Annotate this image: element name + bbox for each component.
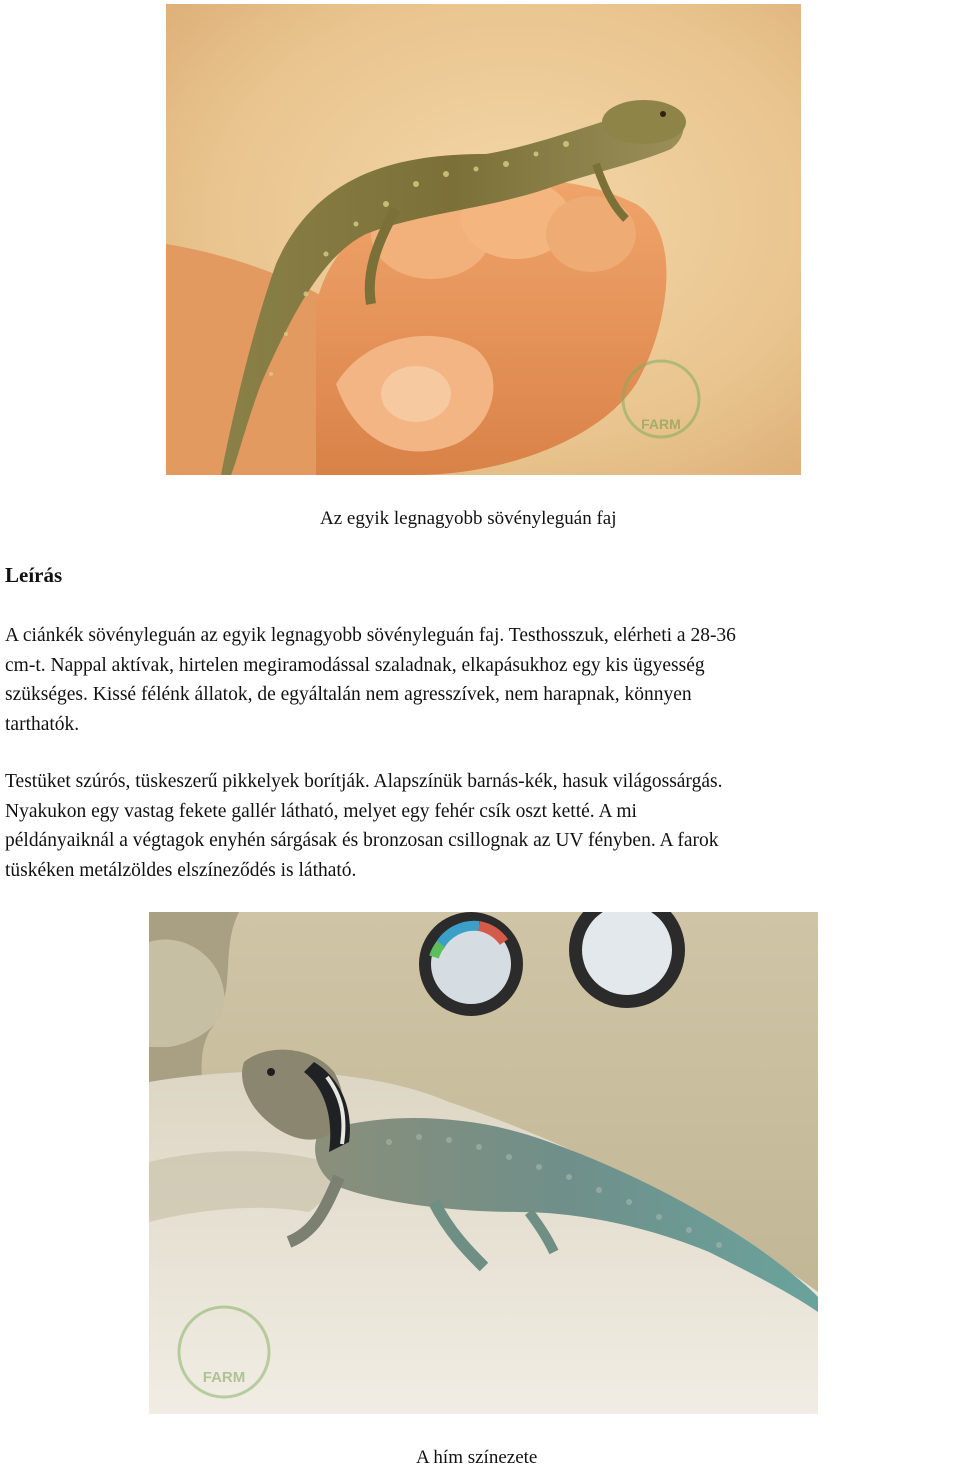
paragraph-description (5, 621, 960, 739)
paragraph-line: példányaiknál a végtagok enyhén sárgásak és bronzosan csillognak az UV fényben. A farok (5, 830, 719, 851)
figure-caption-2: A hím színezete (416, 1447, 538, 1468)
lizard-on-hand-image (166, 4, 801, 475)
paragraph-line: Nyakukon egy vastag fekete gallér látható, melyet egy fehér csík oszt ketté. A mi (5, 800, 637, 822)
paragraph-line: A ciánkék sövényleguán az egyik legnagyobb sövényleguán faj. Testhosszuk, elérheti a 28-36 (5, 625, 736, 646)
paragraph-line: cm-t. Nappal aktívak, hirtelen megiramodással szaladnak, elkapásukhoz egy kis ügyesség (5, 654, 705, 676)
figure-caption-1: Az egyik legnagyobb sövényleguán faj (320, 508, 617, 529)
watermark-text: FARM (202, 1369, 246, 1386)
paragraph-line: Testüket szúrós, tüskeszerű pikkelyek borítják. Alapszínük barnás-kék, hasuk világossárgás. (5, 771, 723, 792)
paragraph-line: tarthatók. (5, 713, 80, 735)
paragraph-line: szükséges. Kissé félénk állatok, de egyáltalán nem agresszívek, nem harapnak, könnyen (5, 684, 692, 705)
lizard-on-hand-photo (166, 4, 801, 475)
gauge-left (419, 912, 523, 1016)
male-lizard-image (149, 912, 818, 1414)
male-lizard-terrarium-photo (149, 912, 818, 1414)
watermark-text: FARM (641, 416, 681, 432)
paragraph-appearance (5, 767, 960, 885)
paragraph-line: tüskéken metálzöldes elszíneződés is látható. (5, 859, 357, 881)
section-heading: Leírás (5, 563, 63, 587)
